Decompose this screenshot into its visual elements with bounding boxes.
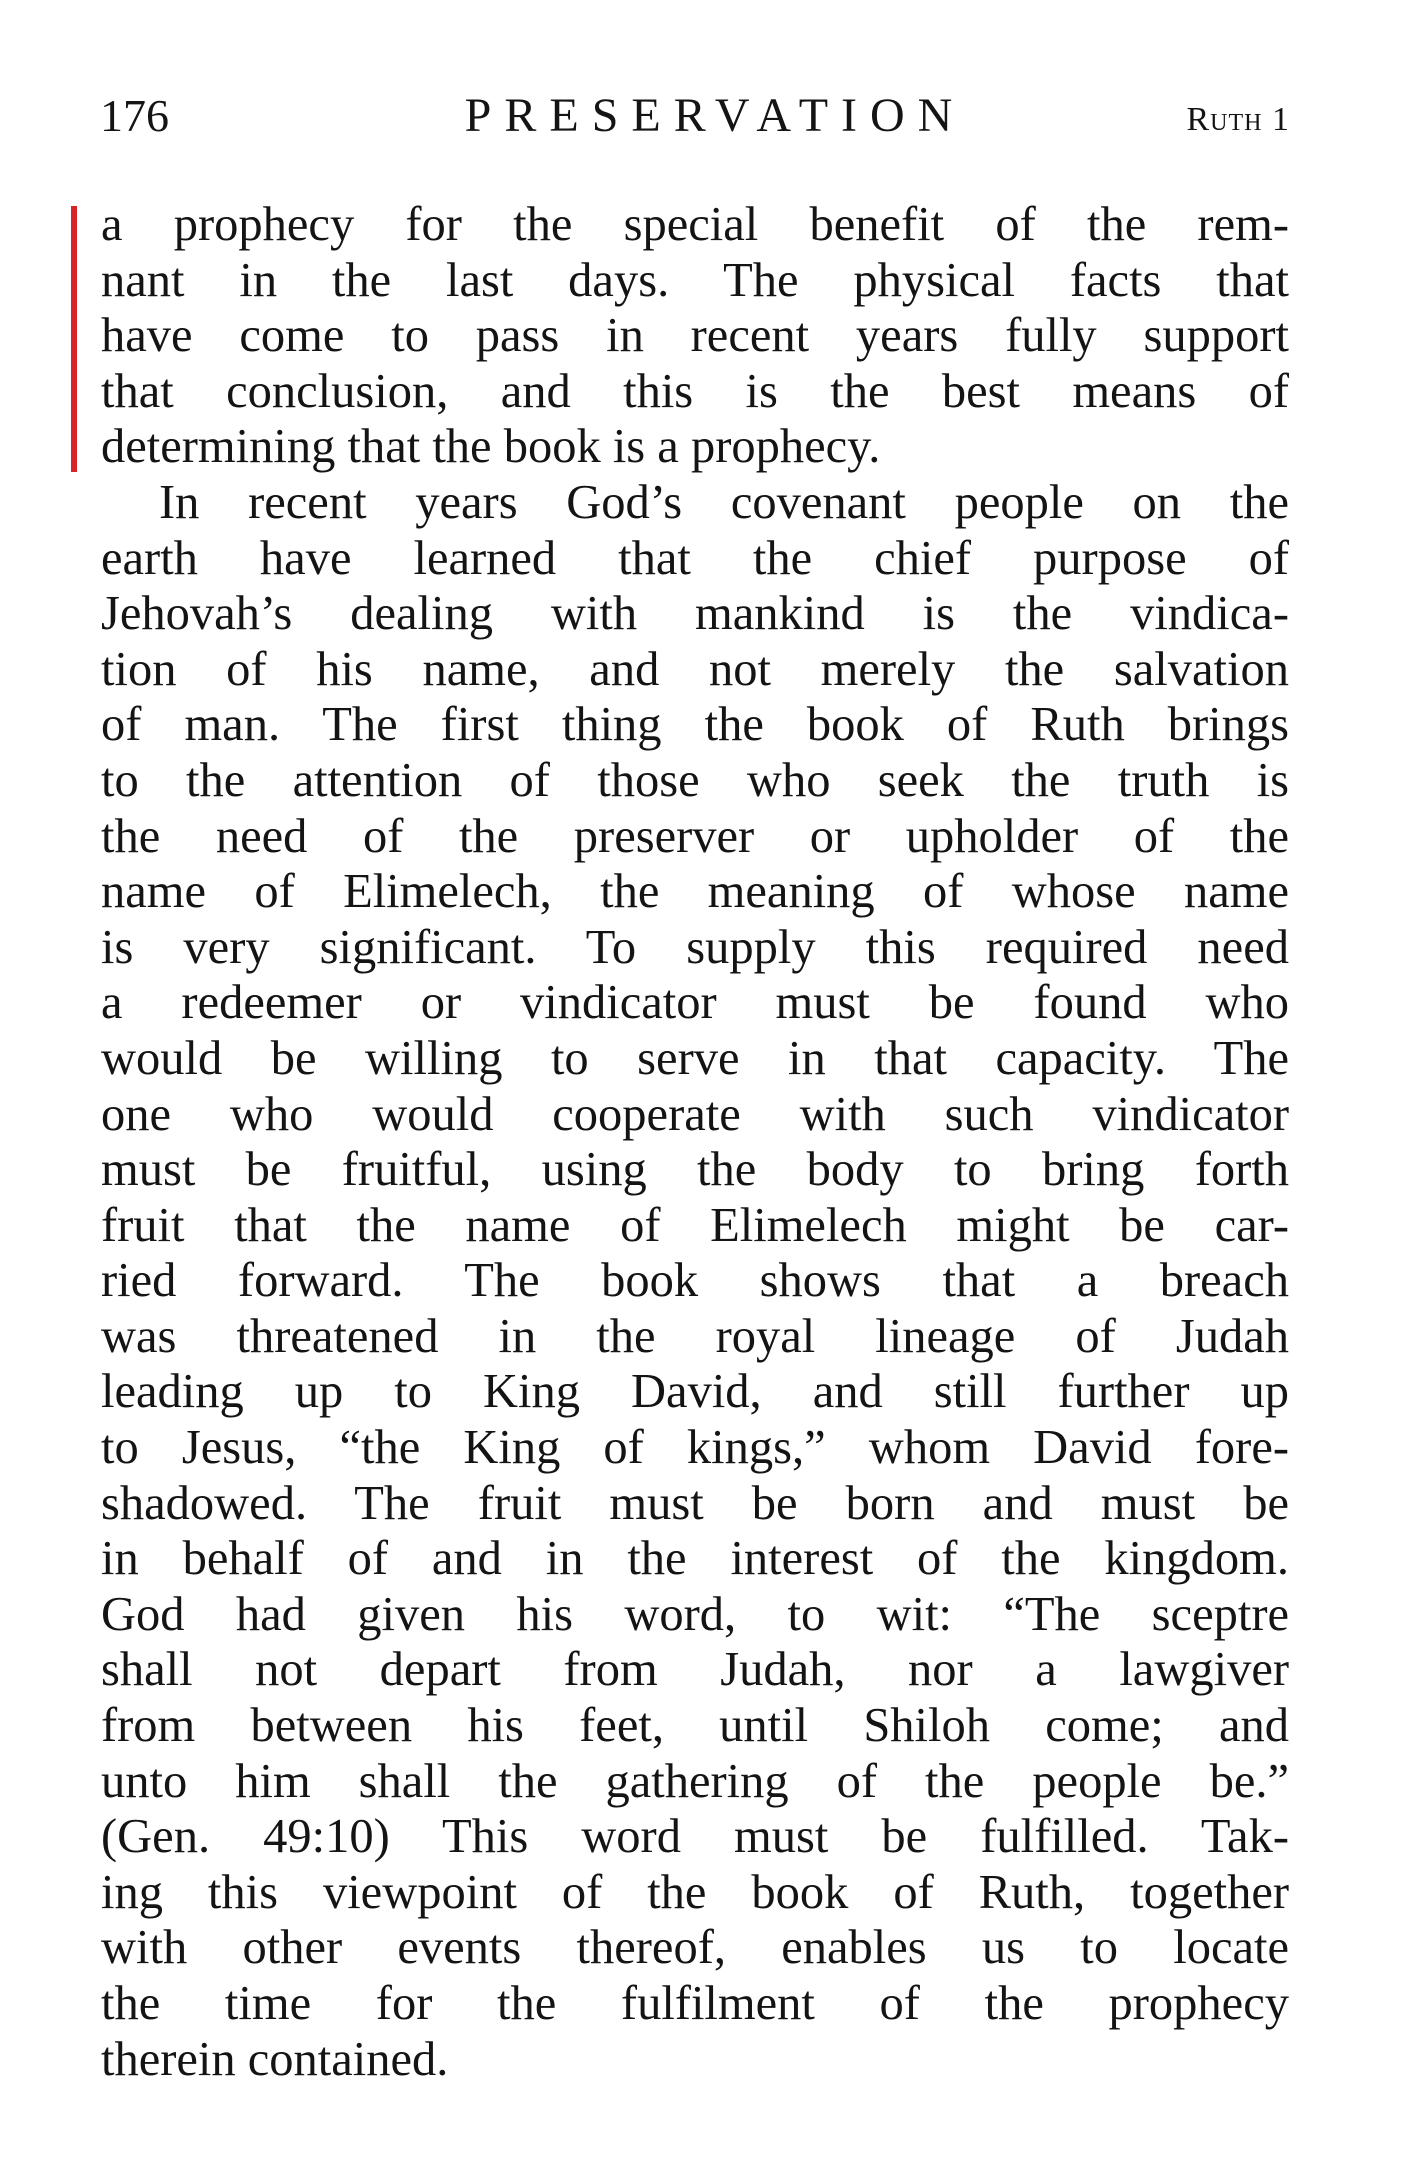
text-line: must be fruitful, using the body to bring forth: [101, 1143, 1289, 1197]
text-line: is very significant. To supply this required need: [101, 920, 1289, 974]
page-number: 176: [100, 90, 169, 141]
text-line: of man. The first thing the book of Ruth brings: [101, 698, 1289, 752]
text-line: would be willing to serve in that capacity. The: [101, 1031, 1289, 1085]
text-line: to Jesus, “the King of kings,” whom David fore-: [101, 1421, 1289, 1475]
text-line: shall not depart from Judah, nor a lawgiver: [101, 1643, 1289, 1697]
text-line: from between his feet, until Shiloh come; and: [101, 1699, 1289, 1753]
book-reference: Ruth 1: [1186, 101, 1290, 138]
text-line: (Gen. 49:10) This word must be fulfilled. Tak-: [101, 1810, 1289, 1864]
running-head: [100, 86, 1290, 146]
text-line: name of Elimelech, the meaning of whose name: [101, 865, 1289, 919]
section-title: PRESERVATION: [464, 89, 966, 142]
text-line: earth have learned that the chief purpose of: [101, 531, 1289, 585]
text-line: unto him shall the gathering of the people be.”: [101, 1754, 1289, 1808]
text-line: the time for the fulfilment of the prophecy: [101, 1977, 1289, 2030]
text-line: in behalf of and in the interest of the kingdom.: [101, 1532, 1289, 1586]
text-line: ried forward. The book shows that a breach: [101, 1254, 1289, 1308]
text-line: a prophecy for the special benefit of the rem-: [101, 198, 1289, 251]
text-line: with other events thereof, enables us to locate: [101, 1921, 1289, 1975]
text-line: that conclusion, and this is the best means of: [101, 364, 1289, 418]
text-line: leading up to King David, and still further up: [101, 1365, 1289, 1419]
text-line: have come to pass in recent years fully support: [101, 309, 1289, 363]
text-line: therein contained.: [101, 2032, 449, 2086]
text-line: tion of his name, and not merely the salvation: [101, 642, 1289, 696]
paragraph-1: [101, 197, 1289, 475]
text-line: nant in the last days. The physical facts that: [101, 253, 1289, 307]
text-line: one who would cooperate with such vindicator: [101, 1087, 1289, 1141]
text-line: a redeemer or vindicator must be found who: [101, 976, 1289, 1030]
paragraph-2: [101, 475, 1289, 2087]
text-line: God had given his word, to wit: “The sceptre: [101, 1587, 1289, 1641]
text-line: In recent years God’s covenant people on the: [159, 475, 1289, 529]
revision-margin-mark: [71, 206, 77, 472]
text-line: Jehovah’s dealing with mankind is the vindica-: [101, 587, 1289, 641]
body-text: [101, 197, 1289, 2087]
text-line: fruit that the name of Elimelech might be car-: [101, 1198, 1289, 1252]
text-line: ing this viewpoint of the book of Ruth, together: [101, 1865, 1289, 1919]
text-line: to the attention of those who seek the truth is: [101, 753, 1289, 807]
text-line: the need of the preserver or upholder of the: [101, 809, 1289, 863]
text-line: was threatened in the royal lineage of Judah: [101, 1309, 1289, 1363]
text-line: determining that the book is a prophecy.: [101, 420, 881, 474]
text-line: shadowed. The fruit must be born and must be: [101, 1476, 1289, 1530]
